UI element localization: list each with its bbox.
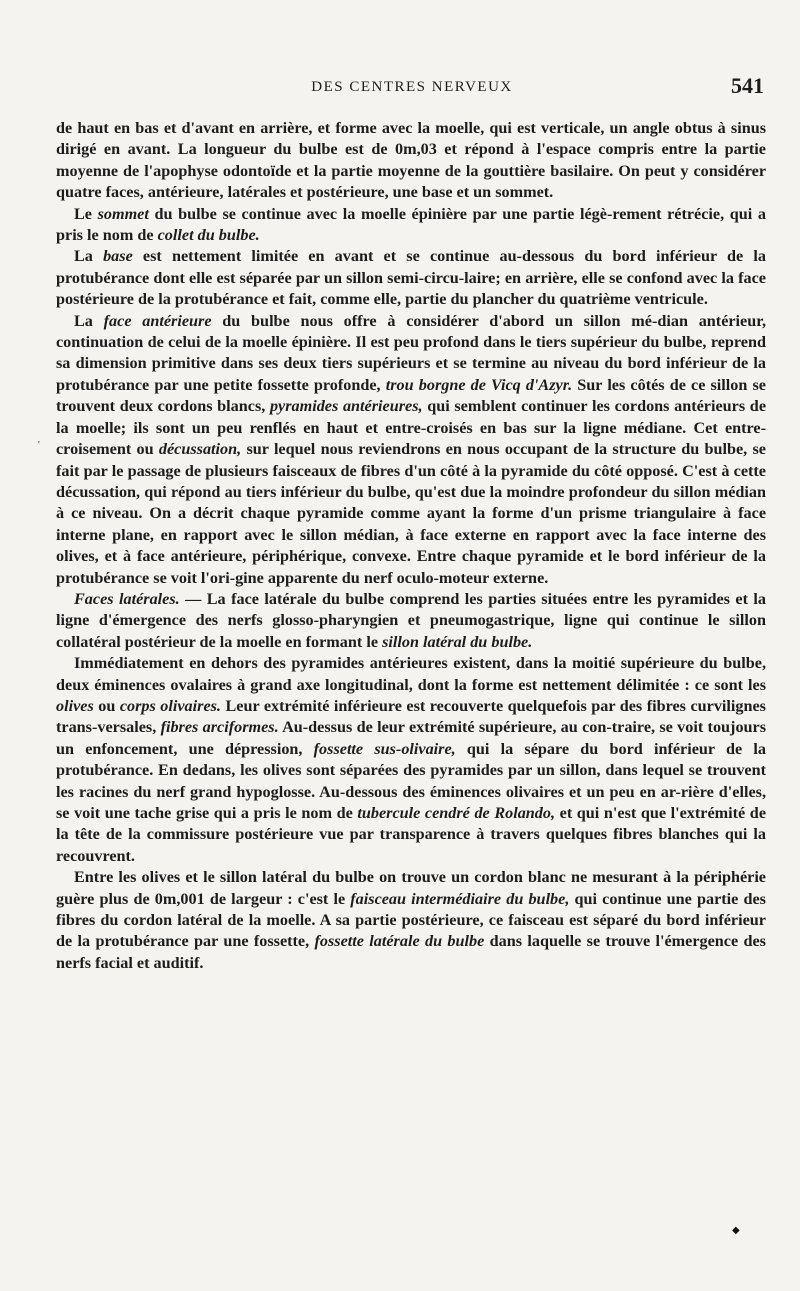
text-run: de haut en bas et d'avant en arrière, et forme avec la moelle, qui est verticale, un angle obtus à sinus dirigé en avant. La longueur du bulbe est de 0m,03 et répond à l'espace compris entre la partie moyenne de l'apophyse odontoïde et la partie moyenne de la gouttière basilaire. On peut y considérer quatre faces, antérieure, latérales et postérieure, une base et un sommet.	[56, 119, 766, 202]
text-run: Le	[74, 204, 98, 223]
italic-term: pyramides antérieures,	[269, 397, 423, 416]
paragraph	[56, 204, 766, 247]
italic-term: collet du bulbe.	[157, 226, 260, 245]
italic-term: décussation,	[158, 440, 242, 459]
paragraph	[56, 246, 766, 310]
text-run: La	[74, 247, 104, 266]
text-run: Au-dessus de leur extrémité supérieure, au con-traire, se voit toujours un enfoncement, une dépression,	[56, 718, 767, 758]
italic-term: base	[103, 247, 133, 266]
margin-tick: '	[38, 440, 40, 451]
text-run: qui la sépare du bord inférieur de la protubérance. En dedans, les olives sont séparées des pyramides par un sillon, dans lequel se trouvent les racines du nerf grand hypoglosse. Au-dessous des éminences olivaires et un peu en ar-rière d'elles, se voit une tache grise qui a pris le nom de	[56, 739, 766, 822]
text-run: Leur extrémité inférieure est recouverte quelquefois par des fibres curvilignes trans-versales,	[56, 696, 766, 737]
paragraph	[56, 653, 766, 867]
text-run: dans laquelle se trouve l'émergence des nerfs facial et auditif.	[56, 932, 766, 972]
text-run: qui continue une partie des fibres du cordon latéral de la moelle. A sa partie postérieure, ce faisceau est séparé du bord inférieur de la protubérance par une fossette,	[56, 889, 766, 951]
paragraph	[56, 311, 766, 589]
text-run: qui semblent continuer les cordons antérieurs de la moelle; ils sont un peu renflés en haut et entre-croisés en bas sur la ligne médiane. Cet entre-croisement ou	[56, 397, 766, 459]
text-run: Sur les côtés de ce sillon se trouvent deux cordons blancs,	[56, 375, 766, 416]
text-run: du bulbe nous offre à considérer d'abord un sillon mé-dian antérieur, continuation de celui de la moelle épinière. Il est peu profond dans le tiers supérieur du bulbe, reprend sa dimension primitive dans ses deux tiers supérieurs et se termine au niveau du bord inférieur de la protubérance par une petite fossette profonde,	[56, 311, 766, 394]
text-run: La	[74, 311, 104, 330]
body-text	[56, 118, 766, 974]
paragraph	[56, 589, 766, 653]
paragraph	[56, 867, 766, 974]
text-run: est nettement limitée en avant et se continue au-dessous du bord inférieur de la protubérance dont elle est séparée par un sillon semi-circu-laire; en arrière, elle se confond avec la face postérieure de la protubérance et fait, comme elle, partie du plancher du quatrième ventricule.	[56, 247, 766, 309]
italic-term: faisceau intermédiaire du bulbe,	[350, 889, 570, 908]
italic-term: fossette latérale du bulbe	[314, 932, 485, 951]
paragraph	[56, 118, 766, 204]
italic-term: face antérieure	[103, 311, 212, 330]
italic-term: sillon latéral du bulbe.	[382, 632, 533, 651]
text-run: sur lequel nous reviendrons en nous occupant de la structure du bulbe, se fait par le passage de plusieurs faisceaux de fibres d'un côté à la pyramide du côté opposé. C'est à cette décussation, qui répond au tiers inférieur du bulbe, qu'est due la moindre profondeur du sillon médian à ce niveau. On a décrit chaque pyramide comme ayant la forme d'un prisme triangulaire à face interne plane, en rapport avec le sillon médian, à face externe en rapport avec la face interne des olives, et à face antérieure, périphérique, convexe. Entre chaque pyramide et le bord inférieur de la protubérance se voit l'ori-gine apparente du nerf oculo-moteur externe.	[56, 440, 766, 587]
text-run: Entre les olives et le sillon latéral du bulbe on trouve un cordon blanc ne mesurant à la périphérie guère plus de 0m,001 de largeur : c'est le	[56, 868, 766, 908]
italic-term: olives	[56, 696, 94, 715]
page-header	[56, 73, 768, 109]
text-run: — La face latérale du bulbe comprend les parties situées entre les pyramides et la ligne d'émergence des nerfs glosso-pharyngien et pneumogastrique, ligne qui continue le sillon collatéral postérieur de la moelle en formant le	[56, 589, 766, 651]
text-run: et qui n'est que l'extrémité de la tête de la commissure postérieure vue par transparence à travers quelques fibres blanches qui la recouvrent.	[56, 804, 766, 865]
italic-term: tubercule cendré de Rolando,	[357, 804, 556, 822]
page-number: 541	[731, 73, 764, 98]
italic-term: fossette sus-olivaire,	[313, 739, 456, 758]
italic-term: trou borgne de Vicq d'Azyr.	[385, 375, 573, 394]
text-run: du bulbe se continue avec la moelle épinière par une partie légè-rement rétrécie, qui a pris le nom de	[56, 204, 766, 245]
text-run: ou	[93, 696, 120, 715]
italic-term: fibres arciformes.	[160, 718, 279, 737]
italic-term: corps olivaires.	[119, 696, 221, 715]
corner-mark: ◆	[732, 1225, 740, 1236]
running-head: DES CENTRES NERVEUX	[311, 79, 513, 95]
italic-term: Faces latérales.	[74, 589, 180, 608]
text-run: Immédiatement en dehors des pyramides antérieures existent, dans la moitié supérieure du bulbe, deux éminences ovalaires à grand axe longitudinal, dont la forme est nettement délimitée : ce sont les	[56, 654, 766, 694]
italic-term: sommet	[97, 204, 149, 223]
